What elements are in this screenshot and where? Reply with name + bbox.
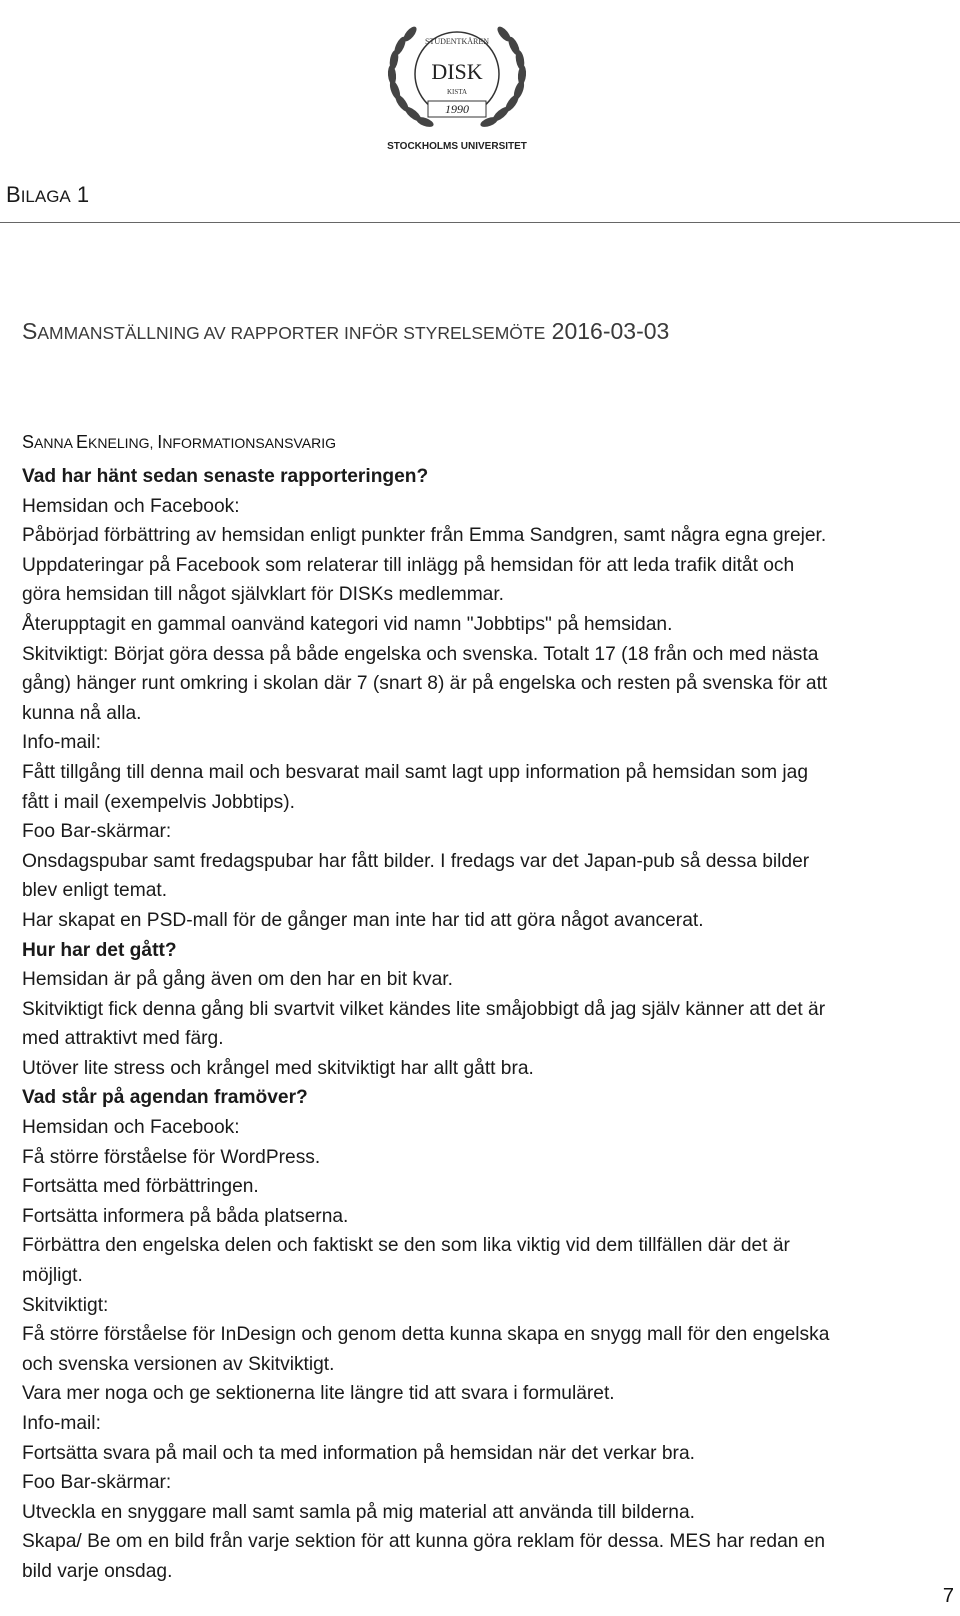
body-line: Skitviktigt: (22, 1294, 109, 1316)
body-line: Foo Bar-skärmar: (22, 1472, 172, 1494)
body-line: Utöver lite stress och krångel med skitviktigt har allt gått bra. (22, 1057, 534, 1079)
body-line: Fortsätta med förbättringen. (22, 1176, 259, 1198)
bilaga-rest: ILAGA (20, 187, 71, 206)
body-line: Förbättra den engelska delen och faktiskt se den som lika viktig vid dem tillfällen där det är (22, 1235, 790, 1257)
question-heading: Hur har det gått? (22, 939, 177, 961)
page-number: 7 (942, 1585, 954, 1607)
body-line: göra hemsidan till något självklart för DISKs medlemmar. (22, 584, 505, 606)
body-line: Info-mail: (22, 732, 101, 754)
body-line: Vara mer noga och ge sektionerna lite längre tid att svara i formuläret. (22, 1383, 615, 1405)
body-line: bild varje onsdag. (22, 1560, 173, 1582)
body-line: och svenska versionen av Skitviktigt. (22, 1353, 335, 1375)
role-rest: NFORMATIONSANSVARIG (162, 435, 337, 451)
body-line: Fått tillgång till denna mail och besvarat mail samt lagt upp information på hemsidan som jag (22, 761, 809, 783)
body-line: Onsdagspubar samt fredagspubar har fått bilder. I fredags var det Japan-pub så dessa bilder (22, 850, 810, 872)
body-line: Hemsidan är på gång även om den har en bit kvar. (22, 969, 453, 991)
body-line: Få större förståelse för WordPress. (22, 1146, 321, 1168)
title-rest: AMMANSTÄLLNING AV RAPPORTER INFÖR STYRELSEMÖTE (37, 323, 546, 343)
name-initial: S (22, 432, 35, 452)
body-line: Info-mail: (22, 1413, 101, 1434)
body-line: blev enligt temat. (22, 880, 168, 902)
bilaga-initial: B (6, 182, 21, 207)
body-line: Få större förståelse för InDesign och genom detta kunna skapa en snygg mall för den engelska (22, 1324, 830, 1346)
body-line: Påbörjad förbättring av hemsidan enligt punkter från Emma Sandgren, samt några egna grejer. (22, 525, 827, 547)
report-body (22, 462, 957, 1587)
title-date: 2016-03-03 (551, 318, 670, 344)
body-line: med attraktivt med färg. (22, 1028, 224, 1050)
svg-text:KISTA: KISTA (446, 88, 468, 96)
body-line: Foo Bar-skärmar: (22, 821, 172, 843)
body-line: Uppdateringar på Facebook som relaterar till inlägg på hemsidan för att leda trafik ditåt och (22, 554, 795, 576)
body-line: kunna nå alla. (22, 702, 142, 724)
document-title (22, 318, 669, 345)
svg-text:DISK: DISK (431, 59, 483, 84)
body-line: Fortsätta svara på mail och ta med information på hemsidan när det verkar bra. (22, 1442, 695, 1464)
bilaga-heading (6, 182, 89, 208)
body-line: Hemsidan och Facebook: (22, 1117, 240, 1139)
svg-text:1990: 1990 (445, 102, 469, 116)
body-line: Skapa/ Be om en bild från varje sektion för att kunna göra reklam för dessa. MES har redan en (22, 1531, 826, 1553)
bilaga-number: 1 (76, 182, 90, 207)
section-heading (22, 432, 336, 453)
disk-logo (370, 4, 544, 156)
question-heading: Vad har hänt sedan senaste rapporteringen? (22, 466, 429, 487)
body-line: Skitviktigt fick denna gång bli svartvit vilket kändes lite småjobbigt då jag själv känner att det är (22, 998, 826, 1020)
name-rest: ANNA (34, 435, 77, 451)
body-line: möjligt. (22, 1265, 83, 1287)
body-line: Utveckla en snyggare mall samt samla på mig material att använda till bilderna. (22, 1501, 695, 1523)
surname-rest: KNELING, (88, 435, 158, 451)
svg-text:STUDENTKÅREN: STUDENTKÅREN (425, 37, 489, 46)
body-line: Skitviktigt: Börjat göra dessa på både engelska och svenska. Totalt 17 (18 från och med nästa (22, 643, 819, 665)
body-line: fått i mail (exempelvis Jobbtips). (22, 791, 295, 813)
body-line: Fortsätta informera på båda platserna. (22, 1205, 349, 1227)
svg-text:STOCKHOLMS UNIVERSITET: STOCKHOLMS UNIVERSITET (387, 141, 527, 152)
body-line: Återupptagit en gammal oanvänd kategori vid namn "Jobbtips" på hemsidan. (22, 613, 673, 635)
body-line: gång) hänger runt omkring i skolan där 7 (snart 8) är på engelska och resten på svenska för att (22, 673, 828, 695)
body-line: Hemsidan och Facebook: (22, 495, 240, 517)
surname-initial: E (76, 432, 89, 452)
question-heading: Vad står på agendan framöver? (22, 1087, 308, 1109)
heading-divider (0, 222, 960, 223)
body-line: Har skapat en PSD-mall för de gånger man inte har tid att göra något avancerat. (22, 909, 704, 931)
role-initial: I (157, 432, 163, 452)
title-initial: S (22, 318, 38, 344)
